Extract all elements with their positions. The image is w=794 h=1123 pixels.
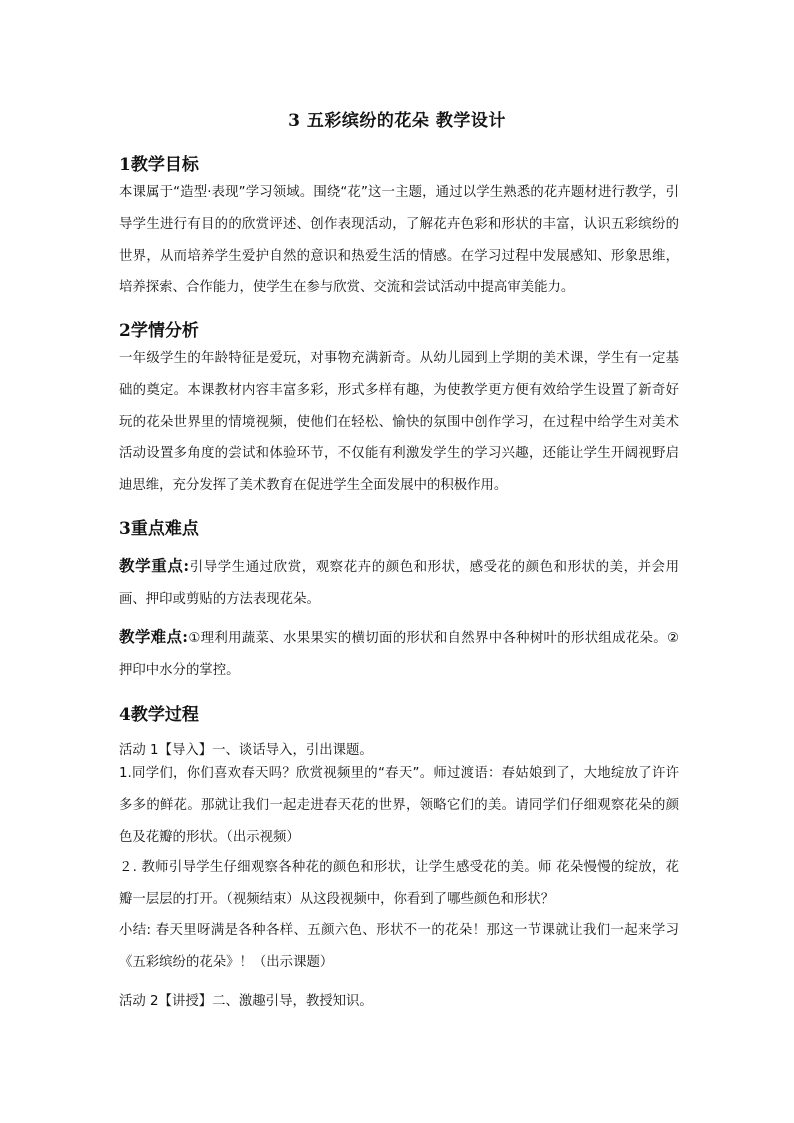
section-heading-process: 4教学过程: [119, 705, 199, 725]
process-summary: 小结: 春天里呀满是各种各样、五颜六色、形状不一的花朵！那这一节课就让我们一起来学习《五彩缤纷的花朵》！（出示课题）: [119, 923, 679, 970]
section-heading-objectives: 1教学目标: [119, 155, 199, 175]
key-point-label: 教学重点:: [119, 556, 190, 575]
difficulty-paragraph: [119, 621, 679, 687]
difficulty-label: 教学难点:: [119, 627, 189, 646]
analysis-paragraph: 一年级学生的年龄特征是爱玩，对事物充满新奇。从幼儿园到上学期的美术课，学生有一定基础的奠定。本课教材内容丰富多彩，形式多样有趣，为使教学更方便有效给学生设置了新奇好玩的花朵世界里的情境视频，使他们在轻松、愉快的氛围中创作学习，在过程中给学生对美术活动设置多角度的尝试和体验环节，不仅能有利激发学生的学习兴趣，还能让学生开阔视野启迪思维，充分发挥了美术教育在促进学生全面发展中的积极作用。: [119, 351, 679, 494]
difficulty-text: ①理利用蔬菜、水果果实的横切面的形状和自然界中各种树叶的形状组成花朵。②押印中水分的掌控。: [119, 631, 679, 678]
process-paragraph-2: ２. 教师引导学生仔细观察各种花的颜色和形状，让学生感受花的美。师 花朵慢慢的绽放，花瓣一层层的打开。（视频结束）从这段视频中，你看到了哪些颜色和形状？: [119, 860, 679, 907]
process-paragraph-1: 1.同学们，你们喜欢春天吗？欣赏视频里的“春天”。师过渡语：春姑娘到了，大地绽放了许许多多的鲜花。那就让我们一起走进春天花的世界，领略它们的美。请同学们仔细观察花朵的颜色及花瓣的形状。（出示视频）: [119, 766, 679, 845]
key-point-text: 引导学生通过欣赏，观察花卉的颜色和形状，感受花的颜色和形状的美，并会用画、押印或剪贴的方法表现花朵。: [119, 560, 679, 607]
section-heading-analysis: 2学情分析: [119, 321, 199, 341]
key-point-paragraph: [119, 550, 679, 616]
section-heading-key-points: 3重点难点: [119, 519, 199, 539]
activity-1-line: 活动 1【导入】一、谈话导入，引出课题。: [119, 743, 373, 758]
objectives-paragraph: 本课属于“造型·表现”学习领域。围绕“花”这一主题，通过以学生熟悉的花卉题材进行教学，引导学生进行有目的的欣赏评述、创作表现活动，了解花卉色彩和形状的丰富，认识五彩缤纷的世界，从而培养学生爱护自然的意识和热爱生活的情感。在学习过程中发展感知、形象思维，培养探索、合作能力，使学生在参与欣赏、交流和尝试活动中提高审美能力。: [119, 185, 679, 296]
document-title: 3 五彩缤纷的花朵 教学设计: [288, 111, 506, 131]
activity-2-line: 活动 2【讲授】二、激趣引导，教授知识。: [119, 994, 373, 1009]
